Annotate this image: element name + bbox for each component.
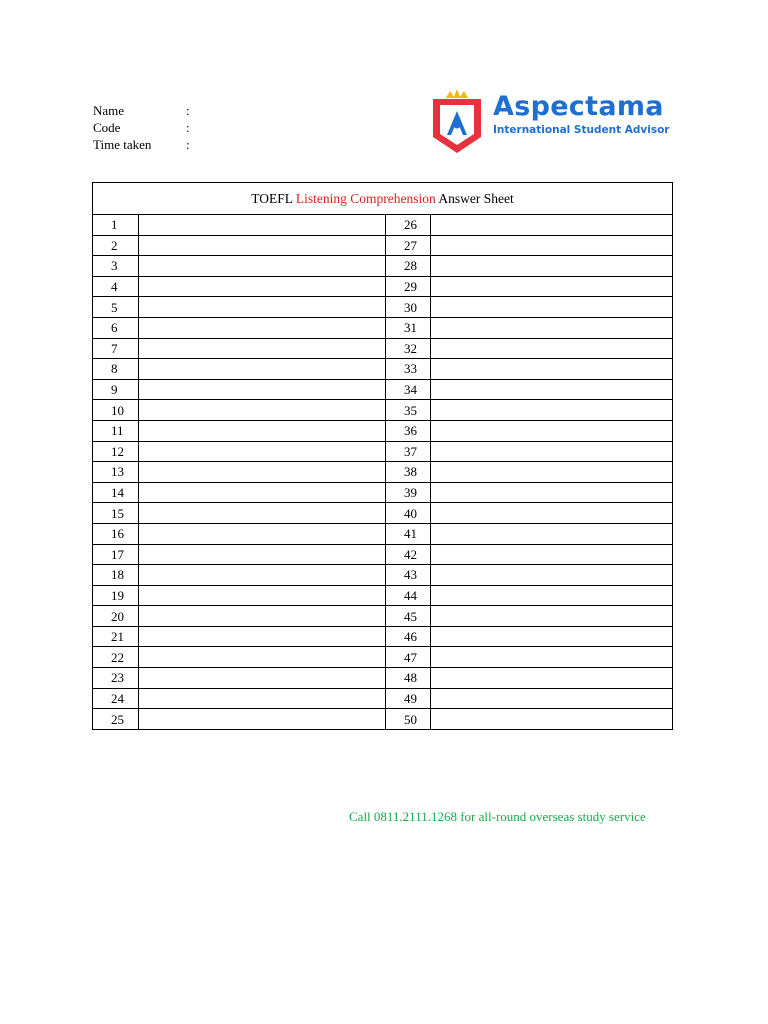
question-number: 7 (93, 338, 139, 359)
answer-cell[interactable] (431, 317, 673, 338)
answer-row (93, 647, 673, 668)
answer-row (93, 462, 673, 483)
question-number: 35 (386, 400, 431, 421)
answer-cell[interactable] (431, 523, 673, 544)
answer-row (93, 606, 673, 627)
answer-row (93, 503, 673, 524)
answer-cell[interactable] (139, 606, 386, 627)
answer-row (93, 544, 673, 565)
student-info-block (93, 102, 190, 153)
answer-row (93, 441, 673, 462)
answer-cell[interactable] (139, 420, 386, 441)
question-number: 4 (93, 276, 139, 297)
name-label: Name (93, 103, 125, 118)
answer-row (93, 709, 673, 730)
answer-cell[interactable] (139, 503, 386, 524)
logo-text (493, 91, 669, 137)
question-number: 44 (386, 585, 431, 606)
question-number: 21 (93, 626, 139, 647)
question-number: 14 (93, 482, 139, 503)
question-number: 24 (93, 688, 139, 709)
question-number: 42 (386, 544, 431, 565)
answer-cell[interactable] (139, 482, 386, 503)
answer-row (93, 523, 673, 544)
question-number: 2 (93, 235, 139, 256)
question-number: 10 (93, 400, 139, 421)
title-prefix: TOEFL (251, 191, 293, 206)
answer-row (93, 338, 673, 359)
answer-row (93, 400, 673, 421)
answer-cell[interactable] (431, 462, 673, 483)
answer-cell[interactable] (431, 379, 673, 400)
answer-row (93, 215, 673, 236)
question-number: 15 (93, 503, 139, 524)
answer-cell[interactable] (431, 400, 673, 421)
answer-cell[interactable] (139, 462, 386, 483)
answer-sheet-table (92, 182, 673, 730)
answer-cell[interactable] (139, 709, 386, 730)
question-number: 3 (93, 256, 139, 277)
answer-cell[interactable] (431, 420, 673, 441)
answer-cell[interactable] (431, 668, 673, 689)
answer-cell[interactable] (139, 379, 386, 400)
brand-name: Aspectama (493, 91, 664, 122)
answer-row (93, 359, 673, 380)
question-number: 19 (93, 585, 139, 606)
answer-cell[interactable] (139, 626, 386, 647)
answer-cell[interactable] (139, 688, 386, 709)
info-row-name (93, 102, 190, 119)
question-number: 11 (93, 420, 139, 441)
question-number: 6 (93, 317, 139, 338)
answer-cell[interactable] (431, 297, 673, 318)
info-row-time-taken (93, 136, 190, 153)
answer-cell[interactable] (431, 482, 673, 503)
question-number: 26 (386, 215, 431, 236)
time-taken-separator: : (186, 137, 190, 152)
answer-cell[interactable] (431, 606, 673, 627)
question-number: 37 (386, 441, 431, 462)
question-number: 1 (93, 215, 139, 236)
answer-cell[interactable] (431, 256, 673, 277)
answer-cell[interactable] (431, 338, 673, 359)
answer-cell[interactable] (139, 544, 386, 565)
question-number: 41 (386, 523, 431, 544)
answer-row (93, 482, 673, 503)
answer-cell[interactable] (139, 565, 386, 586)
question-number: 45 (386, 606, 431, 627)
answer-cell[interactable] (431, 709, 673, 730)
answer-sheet-title (93, 183, 673, 215)
question-number: 40 (386, 503, 431, 524)
footer-call-to-action: Call 0811.2111.1268 for all-round overseas study service (349, 809, 646, 824)
answer-row (93, 688, 673, 709)
question-number: 28 (386, 256, 431, 277)
answer-sheet-title-row (93, 183, 673, 215)
question-number: 18 (93, 565, 139, 586)
answer-cell[interactable] (139, 317, 386, 338)
answer-cell[interactable] (431, 585, 673, 606)
aspectama-logo (429, 89, 674, 159)
code-separator: : (186, 120, 190, 135)
answer-cell[interactable] (139, 276, 386, 297)
answer-cell[interactable] (139, 215, 386, 236)
answer-cell[interactable] (431, 503, 673, 524)
question-number: 13 (93, 462, 139, 483)
question-number: 31 (386, 317, 431, 338)
info-row-code (93, 119, 190, 136)
title-suffix: Answer Sheet (438, 191, 514, 206)
question-number: 47 (386, 647, 431, 668)
answer-cell[interactable] (431, 441, 673, 462)
answer-cell[interactable] (139, 668, 386, 689)
question-number: 27 (386, 235, 431, 256)
answer-cell[interactable] (431, 626, 673, 647)
question-number: 25 (93, 709, 139, 730)
answer-cell[interactable] (139, 647, 386, 668)
answer-cell[interactable] (139, 585, 386, 606)
question-number: 32 (386, 338, 431, 359)
answer-row (93, 668, 673, 689)
answer-cell[interactable] (431, 235, 673, 256)
question-number: 29 (386, 276, 431, 297)
question-number: 46 (386, 626, 431, 647)
question-number: 20 (93, 606, 139, 627)
question-number: 43 (386, 565, 431, 586)
answer-row (93, 256, 673, 277)
answer-cell[interactable] (431, 276, 673, 297)
question-number: 49 (386, 688, 431, 709)
question-number: 16 (93, 523, 139, 544)
answer-rows (93, 215, 673, 730)
answer-cell[interactable] (139, 297, 386, 318)
question-number: 36 (386, 420, 431, 441)
answer-row (93, 297, 673, 318)
answer-cell[interactable] (431, 647, 673, 668)
question-number: 34 (386, 379, 431, 400)
answer-cell[interactable] (139, 235, 386, 256)
answer-row (93, 626, 673, 647)
answer-row (93, 276, 673, 297)
answer-row (93, 317, 673, 338)
question-number: 17 (93, 544, 139, 565)
answer-cell[interactable] (139, 400, 386, 421)
question-number: 8 (93, 359, 139, 380)
answer-cell[interactable] (139, 441, 386, 462)
shield-logo-icon (429, 89, 485, 157)
brand-tagline: International Student Advisor (493, 124, 670, 136)
answer-row (93, 585, 673, 606)
question-number: 12 (93, 441, 139, 462)
time-taken-label: Time taken (93, 137, 152, 152)
question-number: 23 (93, 668, 139, 689)
answer-cell[interactable] (139, 523, 386, 544)
answer-cell[interactable] (431, 688, 673, 709)
question-number: 22 (93, 647, 139, 668)
answer-row (93, 235, 673, 256)
answer-row (93, 379, 673, 400)
question-number: 30 (386, 297, 431, 318)
answer-cell[interactable] (431, 565, 673, 586)
question-number: 50 (386, 709, 431, 730)
answer-cell[interactable] (139, 256, 386, 277)
answer-row (93, 420, 673, 441)
answer-cell[interactable] (431, 359, 673, 380)
answer-cell[interactable] (431, 544, 673, 565)
question-number: 5 (93, 297, 139, 318)
answer-cell[interactable] (139, 338, 386, 359)
answer-cell[interactable] (431, 215, 673, 236)
question-number: 39 (386, 482, 431, 503)
code-label: Code (93, 120, 121, 135)
answer-cell[interactable] (139, 359, 386, 380)
question-number: 33 (386, 359, 431, 380)
question-number: 9 (93, 379, 139, 400)
answer-row (93, 565, 673, 586)
name-separator: : (186, 103, 190, 118)
question-number: 38 (386, 462, 431, 483)
question-number: 48 (386, 668, 431, 689)
title-highlight: Listening Comprehension (295, 191, 436, 206)
